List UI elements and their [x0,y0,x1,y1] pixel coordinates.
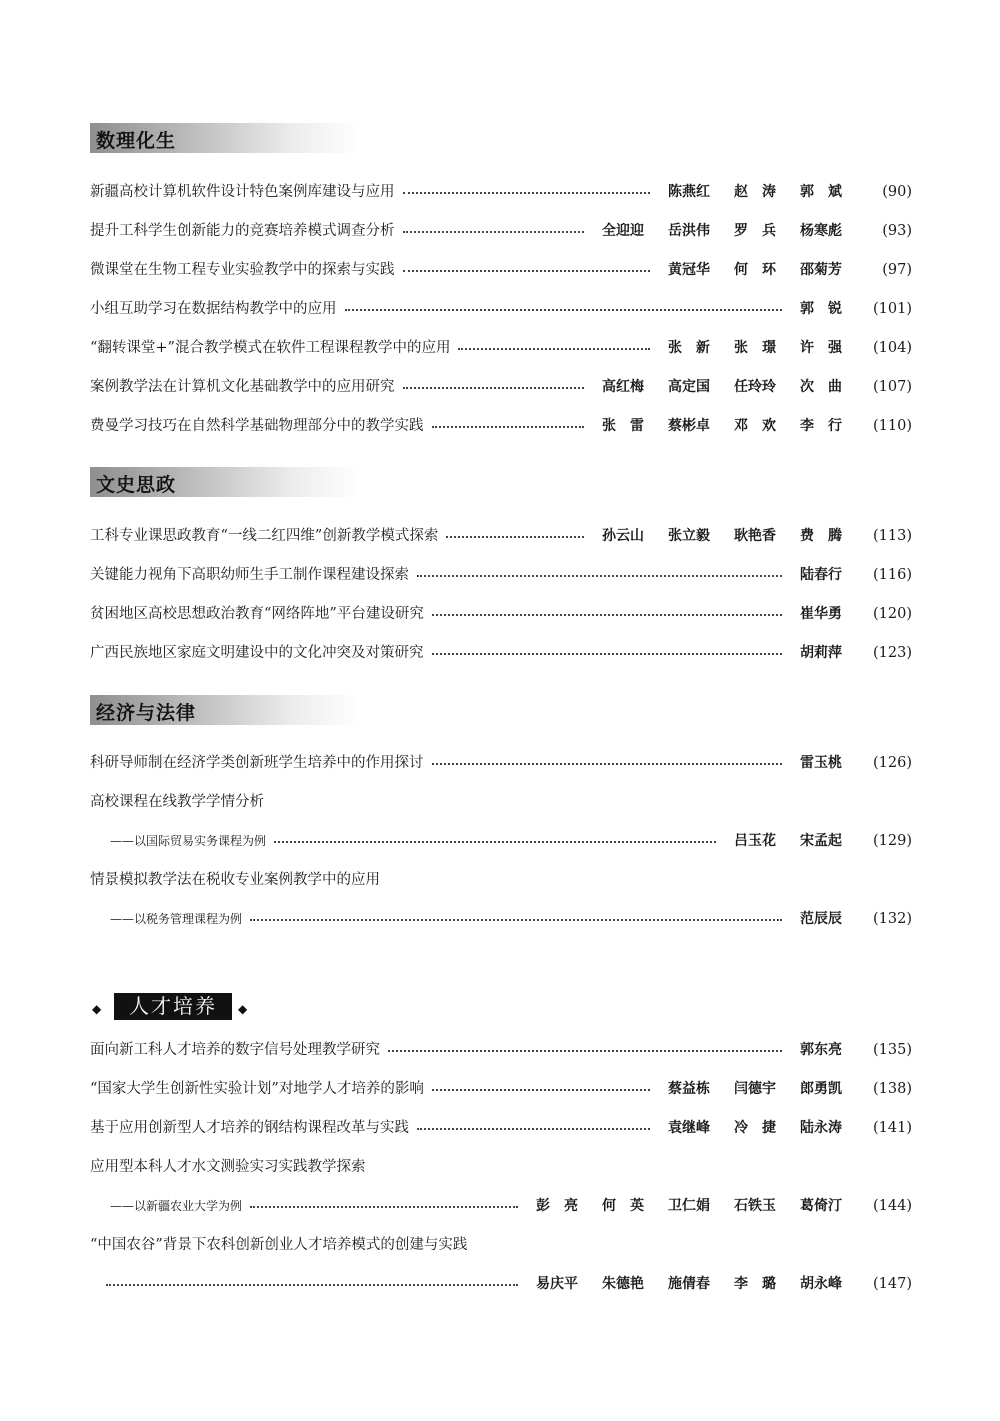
author: 陆春行 [800,567,842,583]
section-title: 经济与法律 [96,702,197,724]
entry-authors [590,375,854,399]
author: 冷 捷 [734,1120,776,1136]
author: 郭 锐 [800,301,842,317]
dot-leader [432,426,585,428]
author: 耿艳香 [734,528,776,544]
entry-title: “翻转课堂+”混合教学模式在软件工程课程教学中的应用 [90,340,451,356]
author: 陆永涛 [800,1120,842,1136]
entry-title: 微课堂在生物工程专业实验教学中的探索与实践 [90,262,395,278]
dot-leader [403,192,651,194]
entry-authors [656,180,854,204]
entry-title: 基于应用创新型人才培养的钢结构课程改革与实践 [90,1120,409,1136]
author: 李 璐 [734,1276,776,1292]
entry-title: 工科专业课思政教育“一线二红四维”创新教学模式探索 [90,528,439,544]
author: 高定国 [668,379,710,395]
page-number: (101) [873,301,912,317]
dot-leader [250,1206,518,1208]
author: 罗 兵 [734,223,776,239]
author: 雷玉桃 [800,755,842,771]
entry-subtitle: ——以税务管理课程为例 [110,912,243,926]
diamond-icon: ◆ [238,1002,248,1016]
author: 张 新 [668,340,710,356]
dot-leader [345,309,783,311]
entry-title: 贫困地区高校思想政治教育“网络阵地”平台建设研究 [90,606,424,622]
dot-leader [432,1089,650,1091]
entry-authors [524,1272,854,1296]
author: 袁继峰 [668,1120,710,1136]
page-number: (120) [873,606,912,622]
entry-authors [590,414,854,438]
entry-authors [788,907,854,931]
author: 孙云山 [602,528,644,544]
section-header [90,467,360,497]
author: 邵菊芳 [800,262,842,278]
entry-title: 广西民族地区家庭文明建设中的文化冲突及对策研究 [90,645,424,661]
entry-authors [788,297,854,321]
author: 岳洪伟 [668,223,710,239]
dot-leader [403,231,585,233]
page-number: (116) [873,567,912,583]
toc-entry[interactable] [90,641,912,665]
dot-leader [417,1128,650,1130]
author: 吕玉花 [734,833,776,849]
entry-authors [656,336,854,360]
entry-title: 提升工科学生创新能力的竞赛培养模式调查分析 [90,223,395,239]
section-header [90,695,360,725]
page-number: (144) [873,1198,912,1214]
entry-authors [722,829,854,853]
toc-entry-continuation[interactable] [90,1194,912,1218]
author: 许 强 [800,340,842,356]
entry-authors [788,563,854,587]
author: 彭 亮 [536,1198,578,1214]
author: 蔡彬卓 [668,418,710,434]
dot-leader [403,270,651,272]
diamond-icon: ◆ [92,1002,102,1016]
toc-entry[interactable] [90,524,912,548]
section-title: 文史思政 [96,474,177,496]
page-number: (126) [873,755,912,771]
entry-authors [788,602,854,626]
author: 张 雷 [602,418,644,434]
author: 全迎迎 [602,223,644,239]
entry-authors [656,1077,854,1101]
toc-entry[interactable] [90,1038,912,1062]
toc-entry[interactable] [90,375,912,399]
author: 郭 斌 [800,184,842,200]
dot-leader [388,1050,782,1052]
entry-authors [788,751,854,775]
page-number: (110) [873,418,912,434]
section-title: 数理化生 [96,130,177,152]
author: 葛倚汀 [800,1198,842,1214]
author: 朱德艳 [602,1276,644,1292]
author: 张 璟 [734,340,776,356]
page-number: (129) [873,833,912,849]
author: 石铁玉 [734,1198,776,1214]
dot-leader [458,348,650,350]
entry-title[interactable]: 应用型本科人才水文测验实习实践教学探索 [90,1159,366,1175]
author: 张立毅 [668,528,710,544]
author: 崔华勇 [800,606,842,622]
author: 陈燕红 [668,184,710,200]
author: 施倩春 [668,1276,710,1292]
author: 何 英 [602,1198,644,1214]
author: 费 腾 [800,528,842,544]
author: 次 曲 [800,379,842,395]
author: 黄冠华 [668,262,710,278]
author: 郎勇凯 [800,1081,842,1097]
author: 邓 欢 [734,418,776,434]
author: 胡莉萍 [800,645,842,661]
toc-entry[interactable] [90,751,912,775]
author: 蔡益栋 [668,1081,710,1097]
dot-leader [417,575,782,577]
author: 任玲玲 [734,379,776,395]
dot-leader [432,653,783,655]
author: 李 行 [800,418,842,434]
page-number: (97) [882,262,912,278]
entry-subtitle: ——以新疆农业大学为例 [110,1199,243,1213]
author: 易庆平 [536,1276,578,1292]
toc-entry-continuation[interactable] [90,907,912,931]
author: 范辰辰 [800,911,842,927]
page-number: (141) [873,1120,912,1136]
entry-authors [656,1116,854,1140]
dot-leader [446,536,584,538]
page-number: (123) [873,645,912,661]
entry-title: 小组互助学习在数据结构教学中的应用 [90,301,337,317]
dot-leader [432,763,783,765]
entry-authors [524,1194,854,1218]
page-number: (90) [882,184,912,200]
toc-entry[interactable] [90,1116,912,1140]
page-number: (93) [882,223,912,239]
entry-title: 案例教学法在计算机文化基础教学中的应用研究 [90,379,395,395]
author: 郭东亮 [800,1042,842,1058]
entry-title: 关键能力视角下高职幼师生手工制作课程建设探索 [90,567,409,583]
author: 胡永峰 [800,1276,842,1292]
page-number: (113) [873,528,912,544]
page-number: (135) [873,1042,912,1058]
toc-entry[interactable] [90,180,912,204]
entry-title: 面向新工科人才培养的数字信号处理教学研究 [90,1042,380,1058]
toc-entry[interactable] [90,414,912,438]
toc-entry-continuation[interactable] [90,1272,912,1296]
dot-leader [403,387,585,389]
section-header-inverted [90,993,270,1023]
page-number: (104) [873,340,912,356]
entry-title: 科研导师制在经济学类创新班学生培养中的作用探讨 [90,755,424,771]
toc-entry[interactable] [90,336,912,360]
dot-leader [106,1284,518,1286]
toc-entry-continuation[interactable] [90,829,912,853]
entry-title: 新疆高校计算机软件设计特色案例库建设与应用 [90,184,395,200]
entry-authors [788,1038,854,1062]
toc-entry[interactable] [90,602,912,626]
entry-title[interactable]: “中国农谷”背景下农科创新创业人才培养模式的创建与实践 [90,1237,468,1253]
dot-leader [432,614,782,616]
author: 闫德宇 [734,1081,776,1097]
toc-entry[interactable] [90,219,912,243]
author: 卫仁娟 [668,1198,710,1214]
toc-entry[interactable] [90,1077,912,1101]
entry-title[interactable]: 高校课程在线教学学情分析 [90,794,264,810]
section-title: 人才培养 [114,993,232,1020]
entry-authors [788,641,854,665]
author: 杨寒彪 [800,223,842,239]
page-number: (132) [873,911,912,927]
toc-entry[interactable] [90,297,912,321]
author: 赵 涛 [734,184,776,200]
section-header [90,123,360,153]
entry-authors [656,258,854,282]
author: 宋孟起 [800,833,842,849]
entry-authors [590,524,854,548]
entry-subtitle: ——以国际贸易实务课程为例 [110,834,267,848]
entry-title: “国家大学生创新性实验计划”对地学人才培养的影响 [90,1081,424,1097]
toc-entry[interactable] [90,258,912,282]
page-number: (138) [873,1081,912,1097]
dot-leader [250,919,782,921]
entry-title: 费曼学习技巧在自然科学基础物理部分中的教学实践 [90,418,424,434]
author: 何 环 [734,262,776,278]
page-number: (107) [873,379,912,395]
entry-title[interactable]: 情景模拟教学法在税收专业案例教学中的应用 [90,872,380,888]
author: 高红梅 [602,379,644,395]
entry-authors [590,219,854,243]
dot-leader [274,841,716,843]
page-number: (147) [873,1276,912,1292]
toc-entry[interactable] [90,563,912,587]
